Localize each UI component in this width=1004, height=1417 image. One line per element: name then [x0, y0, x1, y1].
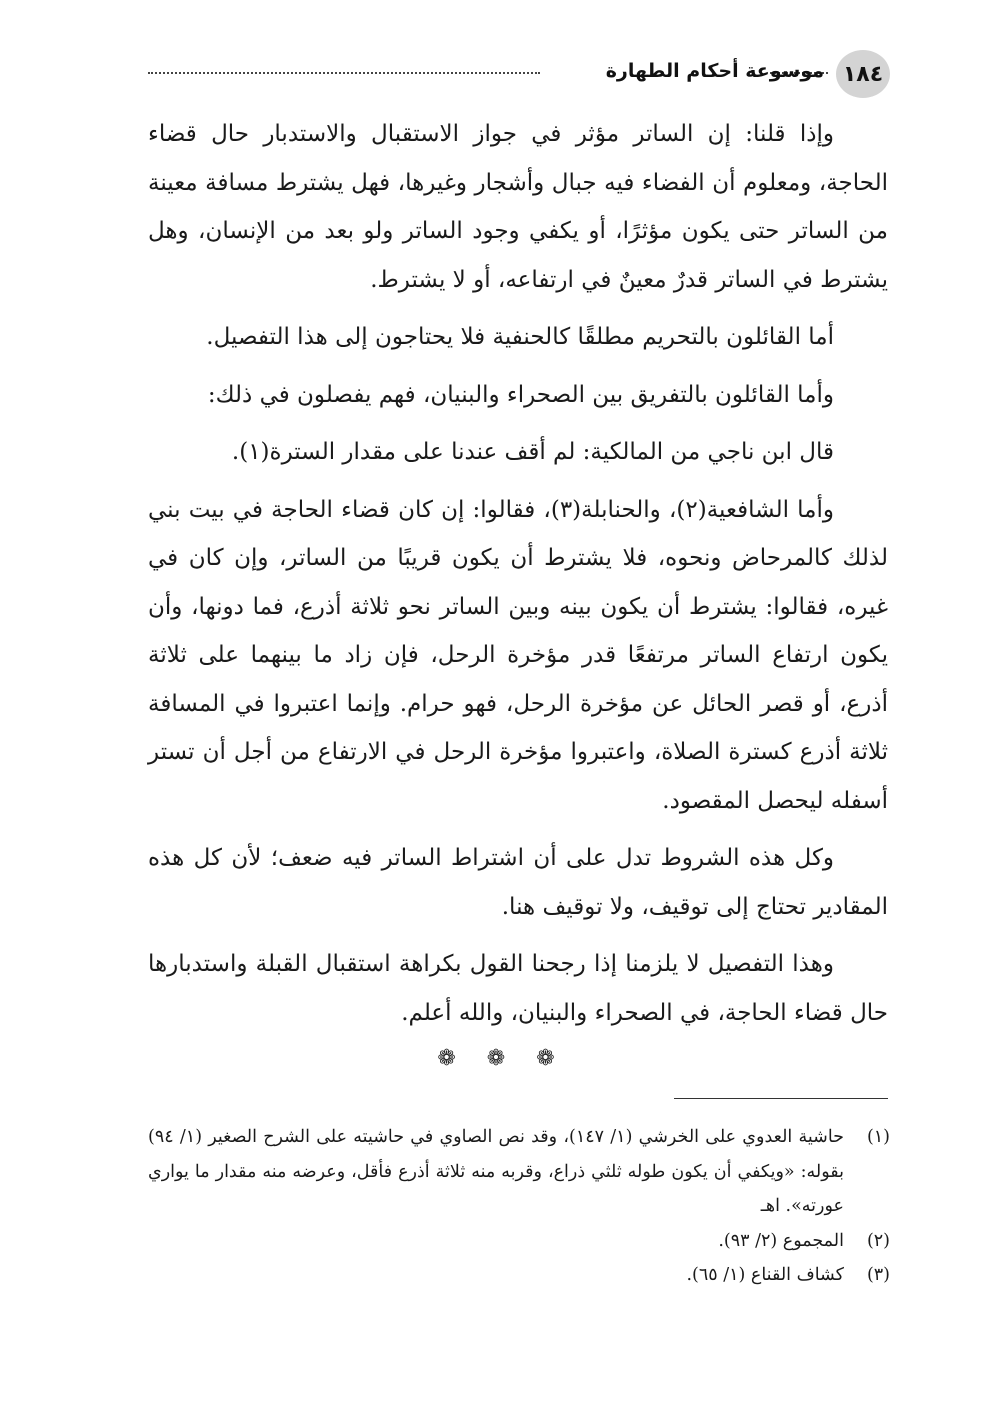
- paragraph: أما القائلون بالتحريم مطلقًا كالحنفية فلا يحتاجون إلى هذا التفصيل.: [206, 324, 834, 350]
- paragraph: وهذا التفصيل لا يلزمنا إذا رجحنا القول بكراهة استقبال القبلة واستدبارها حال قضاء الحاجة، في الصحراء والبنيان، والله أعلم.: [148, 951, 888, 1026]
- paragraph: قال ابن ناجي من المالكية: لم أقف عندنا على مقدار السترة(١).: [231, 439, 834, 465]
- running-title: موسوعة أحكام الطهارة: [605, 60, 824, 82]
- header-dots-left: [148, 72, 540, 74]
- footnote: [148, 1258, 890, 1293]
- footnote-number: (٢): [866, 1230, 890, 1251]
- footnote-number: (٣): [866, 1265, 890, 1285]
- footnote-text: كشاف القناع (١/ ٦٥).: [686, 1265, 844, 1285]
- footnote: [148, 1224, 890, 1259]
- footnote-divider: [674, 1098, 888, 1099]
- paragraph: وأما الشافعية(٢)، والحنابلة(٣)، فقالوا: إن كان قضاء الحاجة في بيت بني لذلك كالمرحاض ونحوه، فلا يشترط أن يكون قريبًا من الساتر، وإن كان في غيره، فقالوا: يشترط أن يكون بينه وبين الساتر نحو ثلاثة أذرع، فما دونها، وأن يكون ارتفاع الساتر مرتفعًا قدر مؤخرة الرحل، فإن زاد ما بينهما على ثلاثة أذرع، أو قصر الحائل عن مؤخرة الرحل، فهو حرام. وإنما اعتبروا في المسافة ثلاثة أذرع كسترة الصلاة، واعتبروا مؤخرة الرحل في الارتفاع من أجل أن تستر أسفله ليحصل المقصود.: [148, 496, 888, 814]
- main-text: [148, 110, 888, 1046]
- paragraph: وإذا قلنا: إن الساتر مؤثر في جواز الاستقبال والاستدبار حال قضاء الحاجة، ومعلوم أن الفضاء فيه جبال وأشجار وغيرها، فهل يشترط مسافة معينة من الساتر حتى يكون مؤثرًا، أو يكفي وجود الساتر ولو بعد من الإنسان، وهل يشترط في الساتر قدرٌ معينٌ في ارتفاعه، أو لا يشترط.: [148, 121, 888, 293]
- paragraph: وكل هذه الشروط تدل على أن اشتراط الساتر فيه ضعف؛ لأن كل هذه المقادير تحتاج إلى توقيف، ولا توقيف هنا.: [148, 845, 888, 920]
- footnote: [148, 1120, 890, 1224]
- footnotes: [148, 1120, 890, 1293]
- footnote-number: (١): [866, 1127, 890, 1147]
- footnote-text: المجموع (٢/ ٩٣).: [718, 1230, 844, 1251]
- footnote-text: حاشية العدوي على الخرشي (١/ ١٤٧)، وقد نص الصاوي في حاشيته على الشرح الصغير (١/ ٩٤) بقوله: «ويكفي أن يكون طوله ثلثي ذراع، وقربه منه ثلاثة أذرع فأقل، وعرضه منه مقدار ما يواري عورته». اهـ: [148, 1127, 844, 1216]
- page-header: [148, 50, 890, 98]
- paragraph: وأما القائلون بالتفريق بين الصحراء والبنيان، فهم يفصلون في ذلك:: [207, 381, 834, 408]
- section-ornament: ❁ ❁ ❁: [437, 1046, 567, 1071]
- page-number-badge: ١٨٤: [836, 50, 890, 98]
